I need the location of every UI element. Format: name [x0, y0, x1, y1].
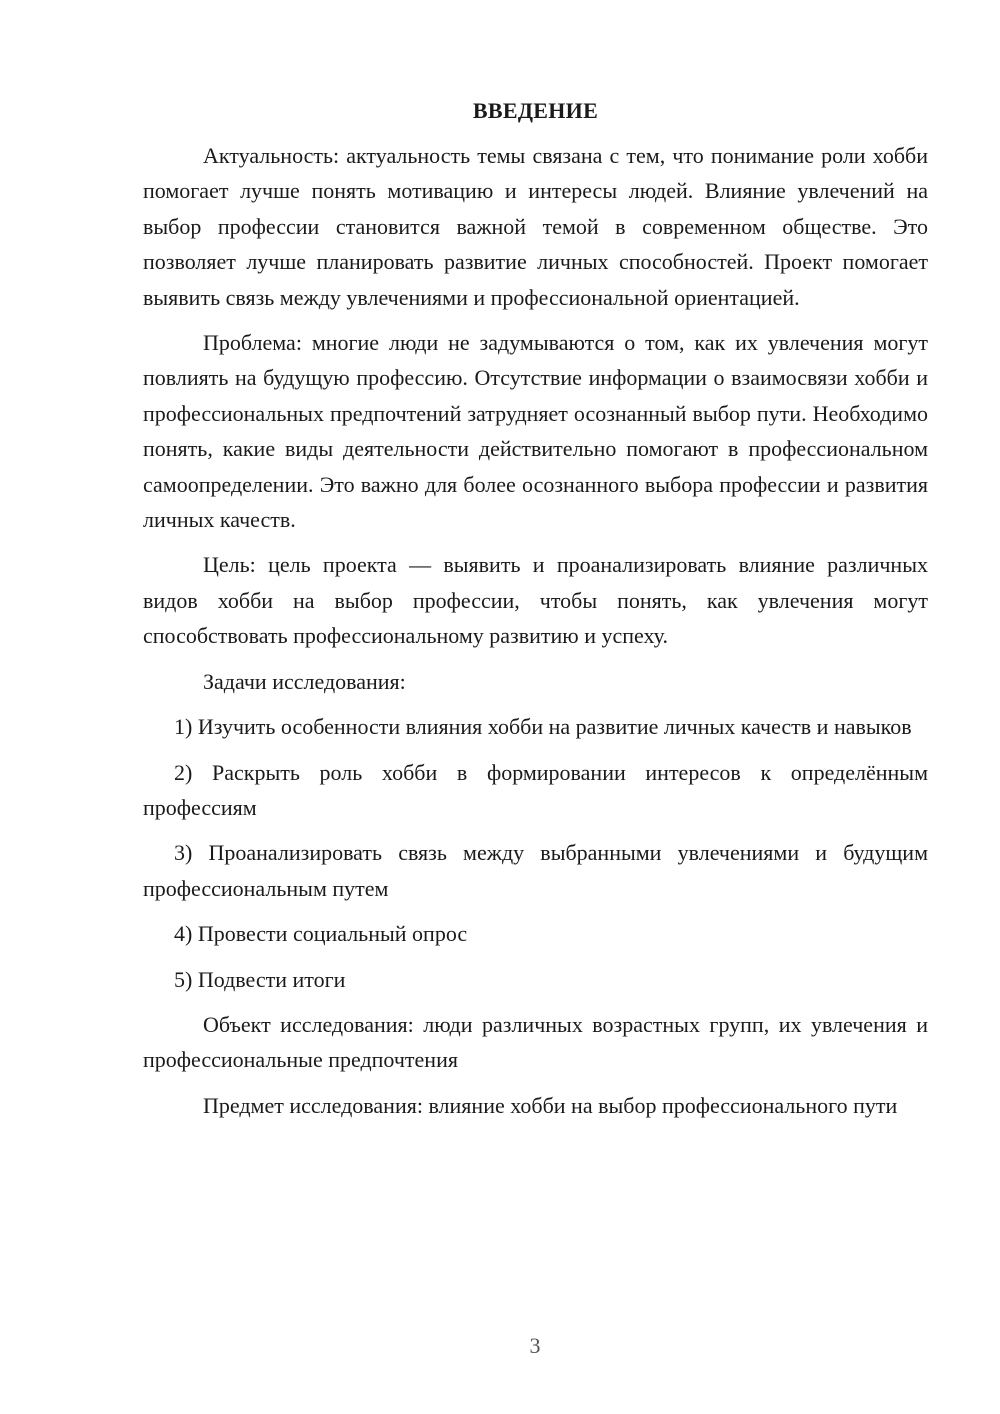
task-item-4: 4) Провести социальный опрос	[174, 921, 468, 947]
tasks-heading: Задачи исследования:	[203, 668, 406, 694]
task-item-3: 3) Проанализировать связь между выбранными увлечениями и будущим профессиональным путем	[143, 840, 928, 901]
paragraph-relevance: Актуальность: актуальность темы связана с тем, что понимание роли хобби помогает лучше понять мотивацию и интересы людей. Влияние увлечений на выбор профессии становится важной темой в современном обществе. Это позволяет лучше планировать развитие личных способностей. Проект помогает выявить связь между увлечениями и профессиональной ориентацией.	[143, 143, 928, 310]
page-number: 3	[529, 1333, 541, 1358]
paragraph-problem: Проблема: многие люди не задумываются о том, как их увлечения могут повлиять на будущую профессию. Отсутствие информации о взаимосвязи хобби и профессиональных предпочтений затрудняет осознанный выбор пути. Необходимо понять, какие виды деятельности действительно помогают в профессиональном самоопределении. Это важно для более осознанного выбора профессии и развития личных качеств.	[143, 330, 928, 533]
paragraph-subject: Предмет исследования: влияние хобби на выбор профессионального пути	[203, 1092, 898, 1118]
section-title: ВВЕДЕНИЕ	[472, 98, 599, 123]
page-content	[143, 93, 928, 1133]
paragraph-object: Объект исследования: люди различных возрастных групп, их увлечения и профессиональные предпочтения	[143, 1011, 928, 1073]
task-item-5: 5) Подвести итоги	[174, 966, 346, 992]
task-item-2: 2) Раскрыть роль хобби в формировании интересов к определённым профессиям	[143, 759, 928, 820]
paragraph-goal: Цель: цель проекта — выявить и проанализировать влияние различных видов хобби на выбор профессии, чтобы понять, как увлечения могут способствовать профессиональному развитию и успеху.	[143, 552, 928, 649]
task-item-1: 1) Изучить особенности влияния хобби на развитие личных качеств и навыков	[174, 714, 912, 740]
